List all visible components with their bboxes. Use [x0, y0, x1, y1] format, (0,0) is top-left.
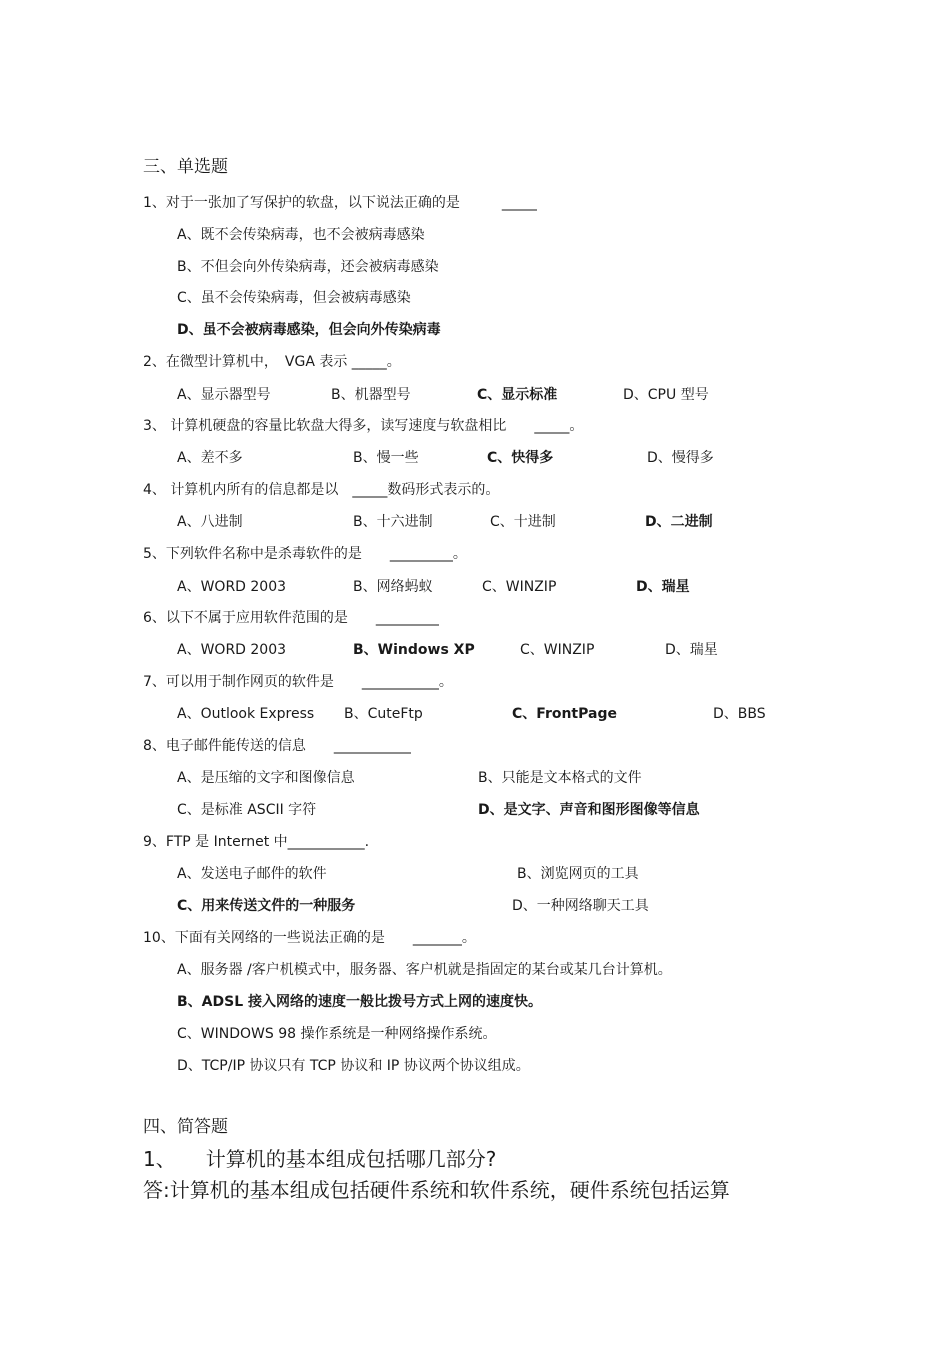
q7-option-c: C、FrontPage — [512, 706, 617, 722]
q4-option-c: C、十进制 — [490, 514, 556, 530]
question-3-stem: 3、 计算机硬盘的容量比软盘大得多，读写速度与软盘相比 _____。 — [143, 418, 584, 434]
q3-option-b: B、慢一些 — [353, 450, 419, 466]
section4-title: 四、简答题 — [143, 1117, 228, 1137]
q2-option-d: D、CPU 型号 — [623, 387, 709, 403]
question-7-stem: 7、可以用于制作网页的软件是 ___________。 — [143, 674, 453, 690]
question-5-stem: 5、下列软件名称中是杀毒软件的是 _________。 — [143, 546, 467, 562]
q5-option-c: C、WINZIP — [482, 579, 557, 595]
q1-option-c: C、虽不会传染病毒，但会被病毒感染 — [177, 290, 411, 306]
q7-option-d: D、BBS — [713, 706, 766, 722]
q10-option-c: C、WINDOWS 98 操作系统是一种网络操作系统。 — [177, 1026, 497, 1042]
q10-option-b: B、ADSL 接入网络的速度一般比拨号方式上网的速度快。 — [177, 994, 543, 1010]
short-answer-answer-1: 答:计算机的基本组成包括硬件系统和软件系统，硬件系统包括运算 — [143, 1178, 730, 1202]
question-6-stem: 6、以下不属于应用软件范围的是 _________ — [143, 610, 439, 626]
short-answer-question-1: 1、 计算机的基本组成包括哪几部分? — [143, 1147, 497, 1171]
question-2-stem: 2、在微型计算机中， VGA 表示 _____。 — [143, 354, 401, 370]
question-4-stem: 4、 计算机内所有的信息都是以 _____数码形式表示的。 — [143, 482, 500, 498]
q9-option-b: B、浏览网页的工具 — [517, 866, 639, 882]
q4-option-b: B、十六进制 — [353, 514, 433, 530]
question-9-stem: 9、FTP 是 Internet 中___________. — [143, 834, 370, 850]
q7-option-a: A、Outlook Express — [177, 706, 315, 722]
q9-option-c: C、用来传送文件的一种服务 — [177, 898, 356, 914]
q9-option-d: D、一种网络聊天工具 — [512, 898, 649, 914]
section3-title: 三、单选题 — [143, 157, 228, 177]
q3-option-a: A、差不多 — [177, 450, 243, 466]
q2-option-b: B、机器型号 — [331, 387, 411, 403]
q6-option-a: A、WORD 2003 — [177, 642, 287, 658]
q4-option-d: D、二进制 — [645, 514, 713, 530]
q8-option-b: B、只能是文本格式的文件 — [478, 770, 642, 786]
q5-option-d: D、瑞星 — [636, 579, 690, 595]
q1-option-a: A、既不会传染病毒，也不会被病毒感染 — [177, 227, 425, 243]
q5-option-b: B、网络蚂蚁 — [353, 579, 433, 595]
q8-option-a: A、是压缩的文字和图像信息 — [177, 770, 355, 786]
q9-option-a: A、发送电子邮件的软件 — [177, 866, 327, 882]
q6-option-b: B、Windows XP — [353, 642, 475, 658]
q3-option-d: D、慢得多 — [647, 450, 714, 466]
q3-option-c: C、快得多 — [487, 450, 554, 466]
question-10-stem: 10、下面有关网络的一些说法正确的是 _______。 — [143, 930, 476, 946]
q10-option-a: A、服务器 /客户机模式中，服务器、客户机就是指固定的某台或某几台计算机。 — [177, 962, 672, 978]
q6-option-c: C、WINZIP — [520, 642, 595, 658]
q8-option-c: C、是标准 ASCII 字符 — [177, 802, 317, 818]
q8-option-d: D、是文字、声音和图形图像等信息 — [478, 802, 700, 818]
q4-option-a: A、八进制 — [177, 514, 243, 530]
q6-option-d: D、瑞星 — [665, 642, 718, 658]
q2-option-a: A、显示器型号 — [177, 387, 271, 403]
question-1-stem: 1、对于一张加了写保护的软盘，以下说法正确的是 _____ — [143, 195, 537, 211]
question-8-stem: 8、电子邮件能传送的信息 ___________ — [143, 738, 411, 754]
q1-option-b: B、不但会向外传染病毒，还会被病毒感染 — [177, 259, 439, 275]
q2-option-c: C、显示标准 — [477, 387, 558, 403]
q1-option-d: D、虽不会被病毒感染，但会向外传染病毒 — [177, 322, 441, 338]
q5-option-a: A、WORD 2003 — [177, 579, 287, 595]
q7-option-b: B、CuteFtp — [344, 706, 423, 722]
q10-option-d: D、TCP/IP 协议只有 TCP 协议和 IP 协议两个协议组成。 — [177, 1058, 530, 1074]
